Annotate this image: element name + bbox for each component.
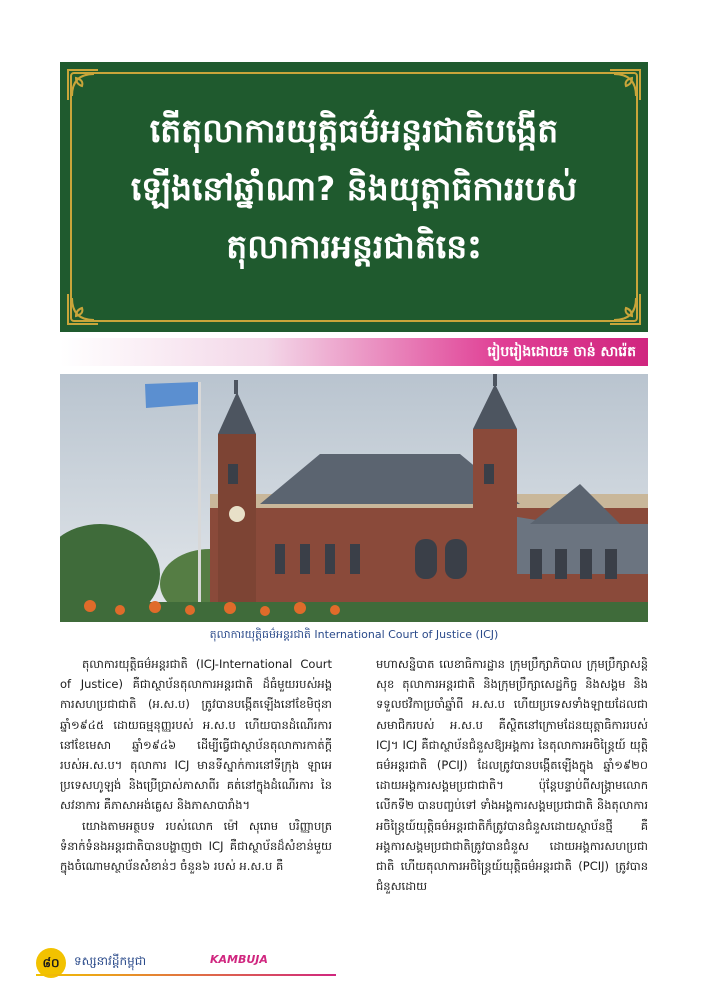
- court-photo: [60, 374, 648, 622]
- corner-ornament-icon: [66, 68, 100, 102]
- magazine-brand: KAMBUJA: [210, 953, 268, 966]
- corner-ornament-icon: [608, 292, 642, 326]
- photo-caption: តុលាការយុត្តិធម៌អន្តរជាតិ International Court of Justice (ICJ): [209, 628, 499, 641]
- body-column-right: [376, 654, 648, 896]
- body-paragraph: មហាសន្និបាត លេខាធិការដ្ឋាន ក្រុមប្រឹក្សាភិបាល ក្រុមប្រឹក្សាសន្តិសុខ តុលាការអន្តរជាតិ និងក្រុមប្រឹក្សាសេដ្ឋកិច្ច និងសង្គម និងទទួលថវិកាប្រចាំឆ្នាំពី អ.ស.ប ហើយប្រទេសទាំងឡាយដែលជាសមាជិករបស់ អ.ស.ប គឺស្ថិតនៅក្រោមដែនយុត្តាធិការរបស់ ICJ។ ICJ គឺជាស្ថាប័នជំនួសឱ្យអង្គការ នៃតុលាការអចិន្ត្រៃយ៍ យុត្តិធម៌អន្តរជាតិ (PCIJ) ដែលត្រូវបានបង្កើតឡើងក្នុង ឆ្នាំ១៩២០ ដោយអង្គការសង្គមប្រជាជាតិ។ ប៉ុន្តែបន្ទាប់ពីសង្គ្រាមលោកលើកទី២ បានបញ្ចប់ទៅ ទាំងអង្គការសង្គមប្រជាជាតិ និងតុលាការអចិន្ត្រៃយ៍យុត្តិធម៌អន្តរជាតិក៏ត្រូវបានជំនួសដោយស្ថាប័នថ្មី គឺអង្គការសង្គមប្រជាជាតិត្រូវបានជំនួស ដោយអង្គការសហប្រជាជាតិ ហើយតុលាការអចិន្ត្រៃយ៍យុត្តិធម៌អន្តរជាតិ (PCIJ) ត្រូវបានជំនួសដោយ: [376, 657, 648, 894]
- title-line-1: តើតុលាការយុត្តិធម៌អន្តរជាតិបង្កើត: [149, 111, 559, 150]
- title-line-3: តុលាការអន្តរជាតិនេះ: [226, 227, 482, 266]
- body-column-left: [60, 654, 332, 876]
- magazine-name: ទស្សនាវដ្តីកម្ពុជា: [74, 954, 147, 968]
- author-byline: រៀបរៀងដោយ៖ ចាន់ សារ៉េត: [487, 344, 636, 360]
- corner-ornament-icon: [66, 292, 100, 326]
- body-paragraph: យោងតាមអត្ថបទ របស់លោក ម៉ៅ សុរោម បរិញ្ញាបត្រ ទំនាក់ទំនងអន្តរជាតិបានបង្ហាញថា ICJ គឺជាស្ថាប័នដ៏សំខាន់មួយក្នុងចំណោមស្ថាប័នសំខាន់ៗ ចំនួន៦ របស់ អ.ស.ប គឺ: [60, 818, 332, 874]
- title-line-2: ឡើងនៅឆ្នាំណា? និងយុត្តាធិការរបស់: [130, 169, 578, 208]
- body-paragraph: តុលាការយុត្តិធម៌អន្តរជាតិ (ICJ-International Court of Justice) គឺជាស្ថាប័នតុលាការអន្តរជាតិ ដ៏ធំមួយរបស់អង្គការសហប្រជាជាតិ (អ.ស.ប) ត្រូវបានបង្កើតឡើងនៅខែមិថុនា ឆ្នាំ១៩៤៥ ដោយធម្មនុញ្ញរបស់ អ.ស.ប ហើយបានដំណើរការនៅខែមេសា ឆ្នាំ១៩៤៦ ដើម្បីធ្វើជាស្ថាប័នតុលាការកាត់ក្តីរបស់អ.ស.ប។ តុលាការ ICJ មានទីស្នាក់ការនៅទីក្រុង ឡាអេ ប្រទេសហូឡង់ និងប្រើប្រាស់ភាសាពីរ គត់នៅក្នុងដំណើរការ នៃសវនាការ គឺភាសាអង់គ្លេស និងភាសាបារាំង។: [60, 657, 332, 813]
- page-number: ៨០: [36, 948, 66, 978]
- author-bar: [60, 338, 648, 366]
- page-title: [100, 102, 608, 276]
- corner-ornament-icon: [608, 68, 642, 102]
- footer-divider: [36, 974, 336, 976]
- title-banner: [60, 62, 648, 332]
